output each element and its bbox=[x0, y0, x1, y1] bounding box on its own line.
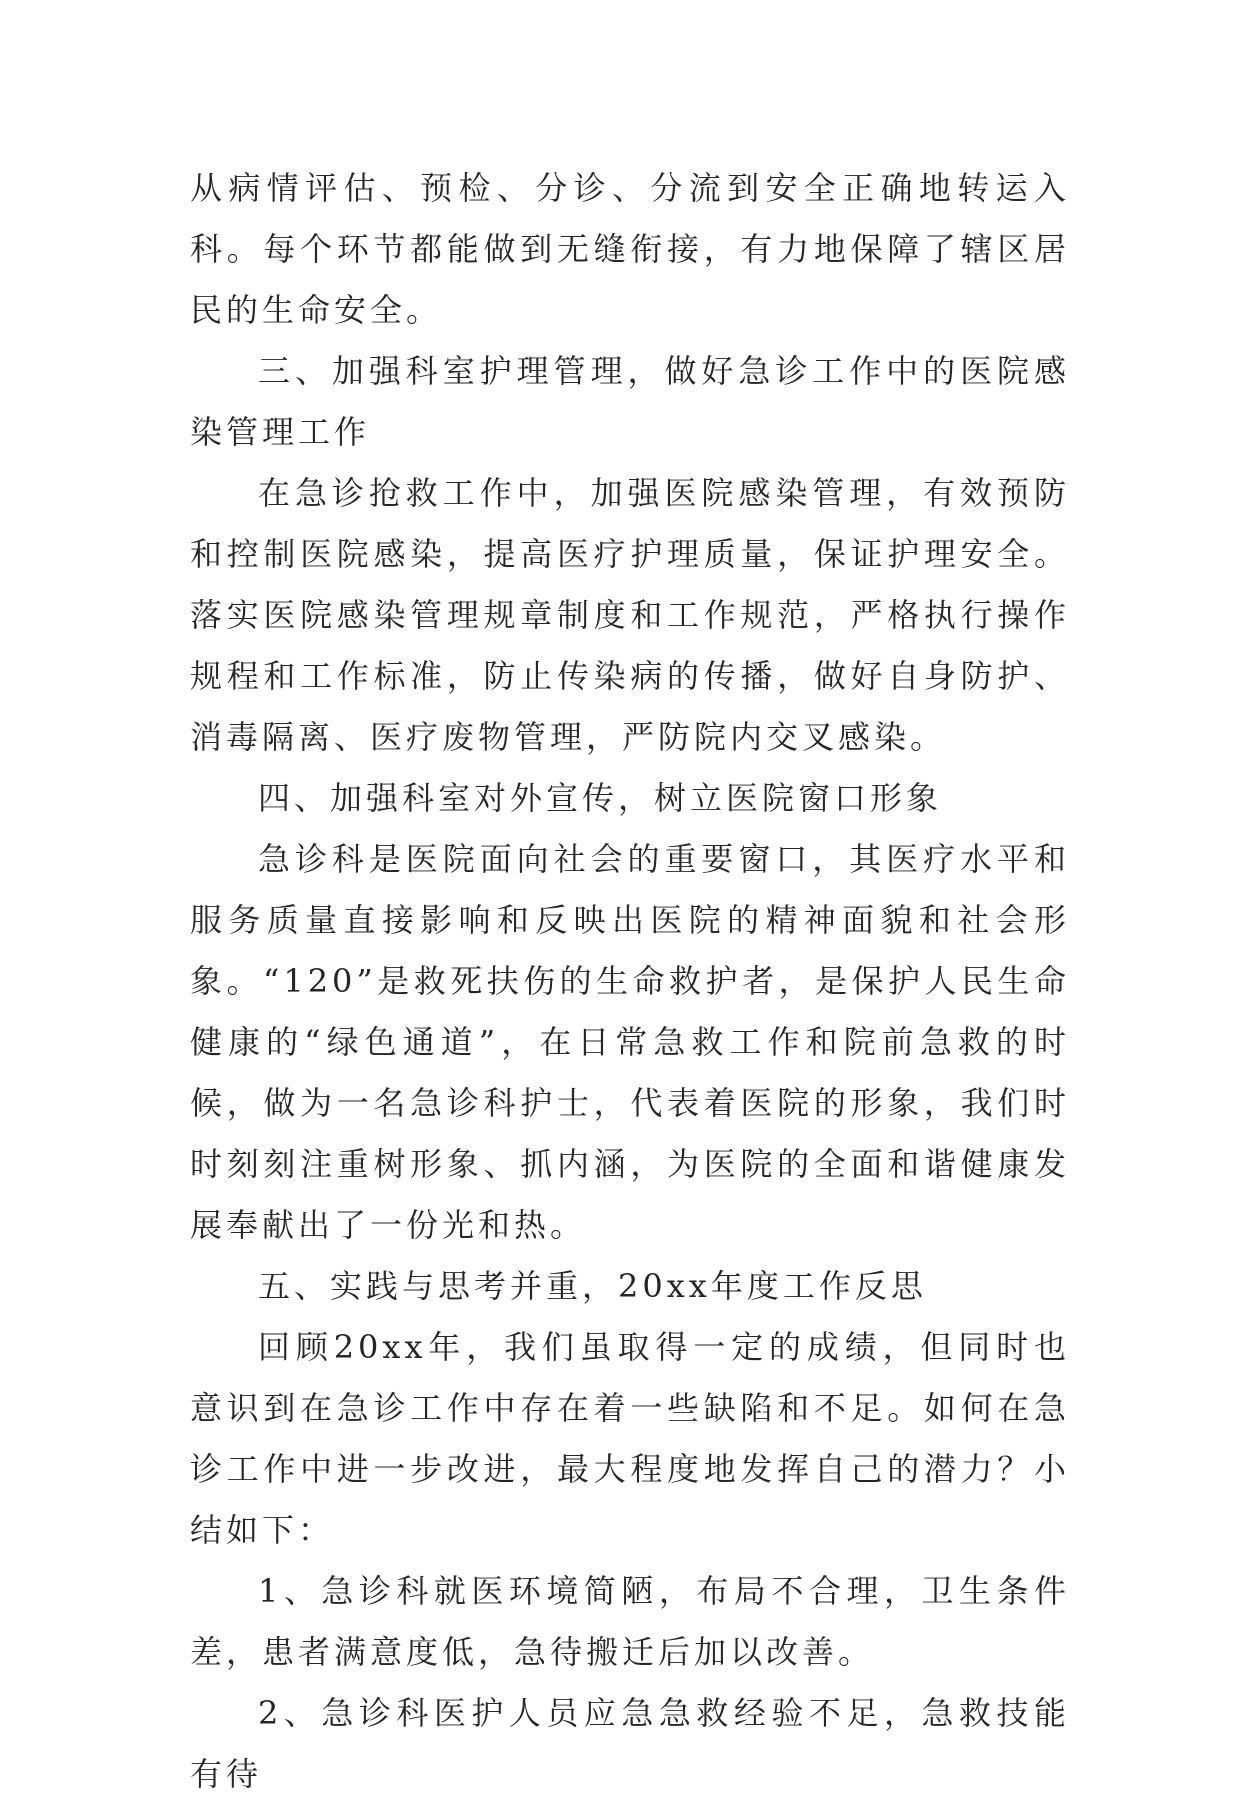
paragraph-public-image: 急诊科是医院面向社会的重要窗口，其医疗水平和服务质量直接影响和反映出医院的精神面貌和社会形象。“120”是救死扶伤的生命救护者，是保护人民生命健康的“绿色通道”，在日常急救工作和院前急救的时候，做为一名急诊科护士，代表着医院的形象，我们时时刻刻注重树形象、抓内涵，为医院的全面和谐健康发展奉献出了一份光和热。 bbox=[190, 840, 1070, 1244]
document-body bbox=[190, 158, 1070, 1805]
section-heading-3: 三、加强科室护理管理，做好急诊工作中的医院感染管理工作 bbox=[190, 352, 1070, 451]
list-item-1: 1、急诊科就医环境简陋，布局不合理，卫生条件差，患者满意度低，急待搬迁后加以改善。 bbox=[190, 1572, 1070, 1671]
list-item-2: 2、急诊科医护人员应急急救经验不足，急救技能有待 bbox=[190, 1694, 1070, 1793]
section-heading-5: 五、实践与思考并重，20xx年度工作反思 bbox=[258, 1267, 927, 1305]
section-heading-4: 四、加强科室对外宣传，树立医院窗口形象 bbox=[258, 779, 943, 817]
paragraph-review: 回顾20xx年，我们虽取得一定的成绩，但同时也意识到在急诊工作中存在着一些缺陷和不足。如何在急诊工作中进一步改进，最大程度地发挥自己的潜力？小结如下： bbox=[190, 1328, 1070, 1549]
paragraph-infection-control: 在急诊抢救工作中，加强医院感染管理，有效预防和控制医院感染，提高医疗护理质量，保证护理安全。落实医院感染管理规章制度和工作规范，严格执行操作规程和工作标准，防止传染病的传播，做好自身防护、消毒隔离、医疗废物管理，严防院内交叉感染。 bbox=[190, 474, 1070, 756]
paragraph-continuation: 从病情评估、预检、分诊、分流到安全正确地转运入科。每个环节都能做到无缝衔接，有力地保障了辖区居民的生命安全。 bbox=[190, 169, 1070, 329]
